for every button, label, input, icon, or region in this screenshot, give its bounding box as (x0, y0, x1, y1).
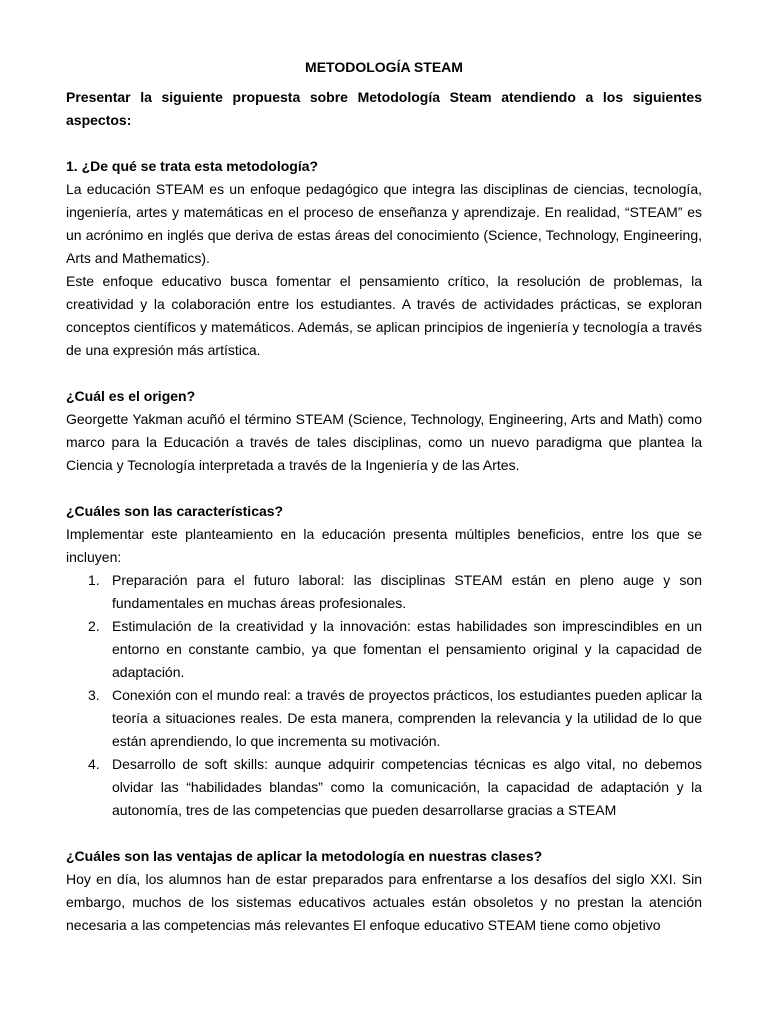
section2-paragraph: Georgette Yakman acuñó el término STEAM (Science, Technology, Engineering, Arts and Math) como marco para la Educación a través de tales disciplinas, como un nuevo paradigma que plantea la Ciencia y Tecnología interpretada a través de la Ingeniería y de las Artes. (66, 411, 702, 473)
benefits-list (66, 569, 702, 822)
section1-heading: 1. ¿De qué se trata esta metodología? (66, 158, 319, 174)
section4-paragraph: Hoy en día, los alumnos han de estar preparados para enfrentarse a los desafíos del siglo XXI. Sin embargo, muchos de los sistemas educativos actuales están obsoletos y no prestan la atención necesaria a las competencias más relevantes El enfoque educativo STEAM tiene como objetivo (66, 871, 702, 933)
list-item (66, 569, 702, 615)
spacer (66, 132, 702, 155)
list-item-number: 3. (88, 687, 100, 703)
section1-paragraph-2: Este enfoque educativo busca fomentar el pensamiento crítico, la resolución de problemas, la creatividad y la colaboración entre los estudiantes. A través de actividades prácticas, se exploran conceptos científicos y matemáticos. Además, se aplican principios de ingeniería y tecnología a través de una expresión más artística. (66, 273, 702, 358)
list-item (66, 684, 702, 753)
section3-paragraph: Implementar este planteamiento en la educación presenta múltiples beneficios, entre los que se incluyen: (66, 526, 702, 565)
spacer (66, 362, 702, 385)
list-item-text: Conexión con el mundo real: a través de proyectos prácticos, los estudiantes pueden aplicar la teoría a situaciones reales. De esta manera, comprenden la relevancia y la utilidad de lo que están aprendiendo, lo que incrementa su motivación. (112, 687, 702, 749)
section1-paragraph-1: La educación STEAM es un enfoque pedagógico que integra las disciplinas de ciencias, tecnología, ingeniería, artes y matemáticas en el proceso de enseñanza y aprendizaje. En realidad, “STEAM” es un acrónimo en inglés que deriva de estas áreas del conocimiento (Science, Technology, Engineering, Arts and Mathematics). (66, 181, 702, 266)
document-title: METODOLOGÍA STEAM (305, 59, 463, 75)
list-item-number: 1. (88, 572, 100, 588)
list-item (66, 615, 702, 684)
section3-heading: ¿Cuáles son las características? (66, 503, 284, 519)
document-page (66, 56, 702, 937)
list-item (66, 753, 702, 822)
list-item-number: 4. (88, 756, 100, 772)
list-item-number: 2. (88, 618, 100, 634)
section4-heading: ¿Cuáles son las ventajas de aplicar la metodología en nuestras clases? (66, 848, 543, 864)
intro-paragraph: Presentar la siguiente propuesta sobre Metodología Steam atendiendo a los siguientes aspectos: (66, 89, 702, 128)
list-item-text: Desarrollo de soft skills: aunque adquirir competencias técnicas es algo vital, no debemos olvidar las “habilidades blandas” como la comunicación, la capacidad de adaptación y la autonomía, tres de las competencias que pueden desarrollarse gracias a STEAM (112, 756, 702, 818)
list-item-text: Estimulación de la creatividad y la innovación: estas habilidades son imprescindibles en un entorno en constante cambio, ya que fomentan el pensamiento original y la capacidad de adaptación. (112, 618, 702, 680)
list-item-text: Preparación para el futuro laboral: las disciplinas STEAM están en pleno auge y son fundamentales en muchas áreas profesionales. (112, 572, 702, 611)
spacer (66, 477, 702, 500)
spacer (66, 822, 702, 845)
section2-heading: ¿Cuál es el origen? (66, 388, 196, 404)
